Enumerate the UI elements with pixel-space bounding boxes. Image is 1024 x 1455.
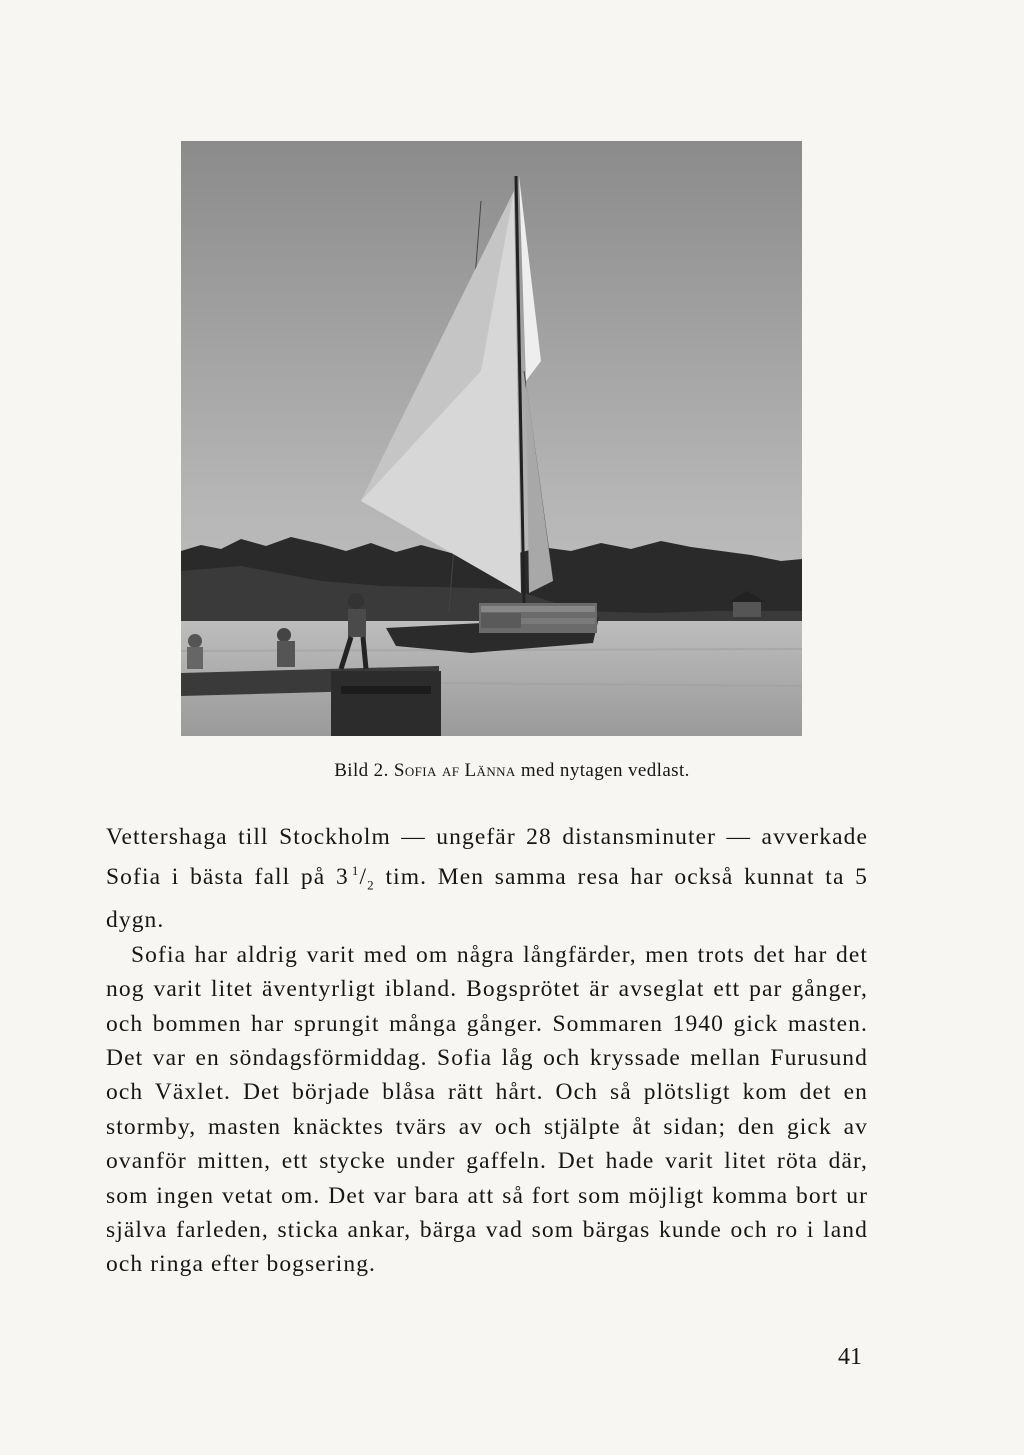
fraction: $^1/_2$ (351, 863, 375, 893)
page-number: 41 (838, 1344, 862, 1370)
paragraph-1-part-a: Vettershaga till Stockholm — ungefär 28 distansminuter — avverkade Sofia i bästa fall på 3 (106, 824, 868, 891)
fraction-denominator: 2 (367, 877, 375, 893)
boat-name-part2: af (441, 760, 460, 781)
paragraph-2: Sofia har aldrig varit med om några långfärder, men trots det har det nog varit litet äventyrligt ibland. Bogsprötet är avseglat ett par gånger, och bommen har sprungit många gånger. Sommaren 1940 gick masten. Det var en söndagsförmiddag. Sofia låg och kryssade mellan Furusund och Växlet. Det började blåsa rätt hårt. Och så plötsligt kom det en stormby, masten knäcktes tvärs av och stjälpte åt sidan; den gick av ovanför mitten, ett stycke under gaffeln. Det hade varit litet röta där, som ingen vetat om. Det var bara att så fort som möjligt komma bort ur själva farleden, sticka ankar, bärga vad som bärgas kunde och ro i land och ringa efter bogsering. (106, 941, 868, 1278)
boat-name-part3: Länna (464, 760, 516, 781)
boat-name-part1: Sofia (393, 760, 437, 781)
paragraph-1-part-b: tim. Men samma resa har också kunnat ta 5 dygn. (106, 864, 868, 934)
figure-caption (0, 760, 1024, 782)
body-text (106, 820, 868, 1282)
figure-label: Bild 2. (334, 760, 389, 781)
caption-text: med nytagen vedlast. (520, 760, 690, 781)
paragraph-1 (106, 820, 868, 938)
sailboat-photo (181, 141, 802, 736)
fraction-numerator: 1 (351, 863, 360, 879)
sailboat-photo-illustration (181, 141, 802, 736)
